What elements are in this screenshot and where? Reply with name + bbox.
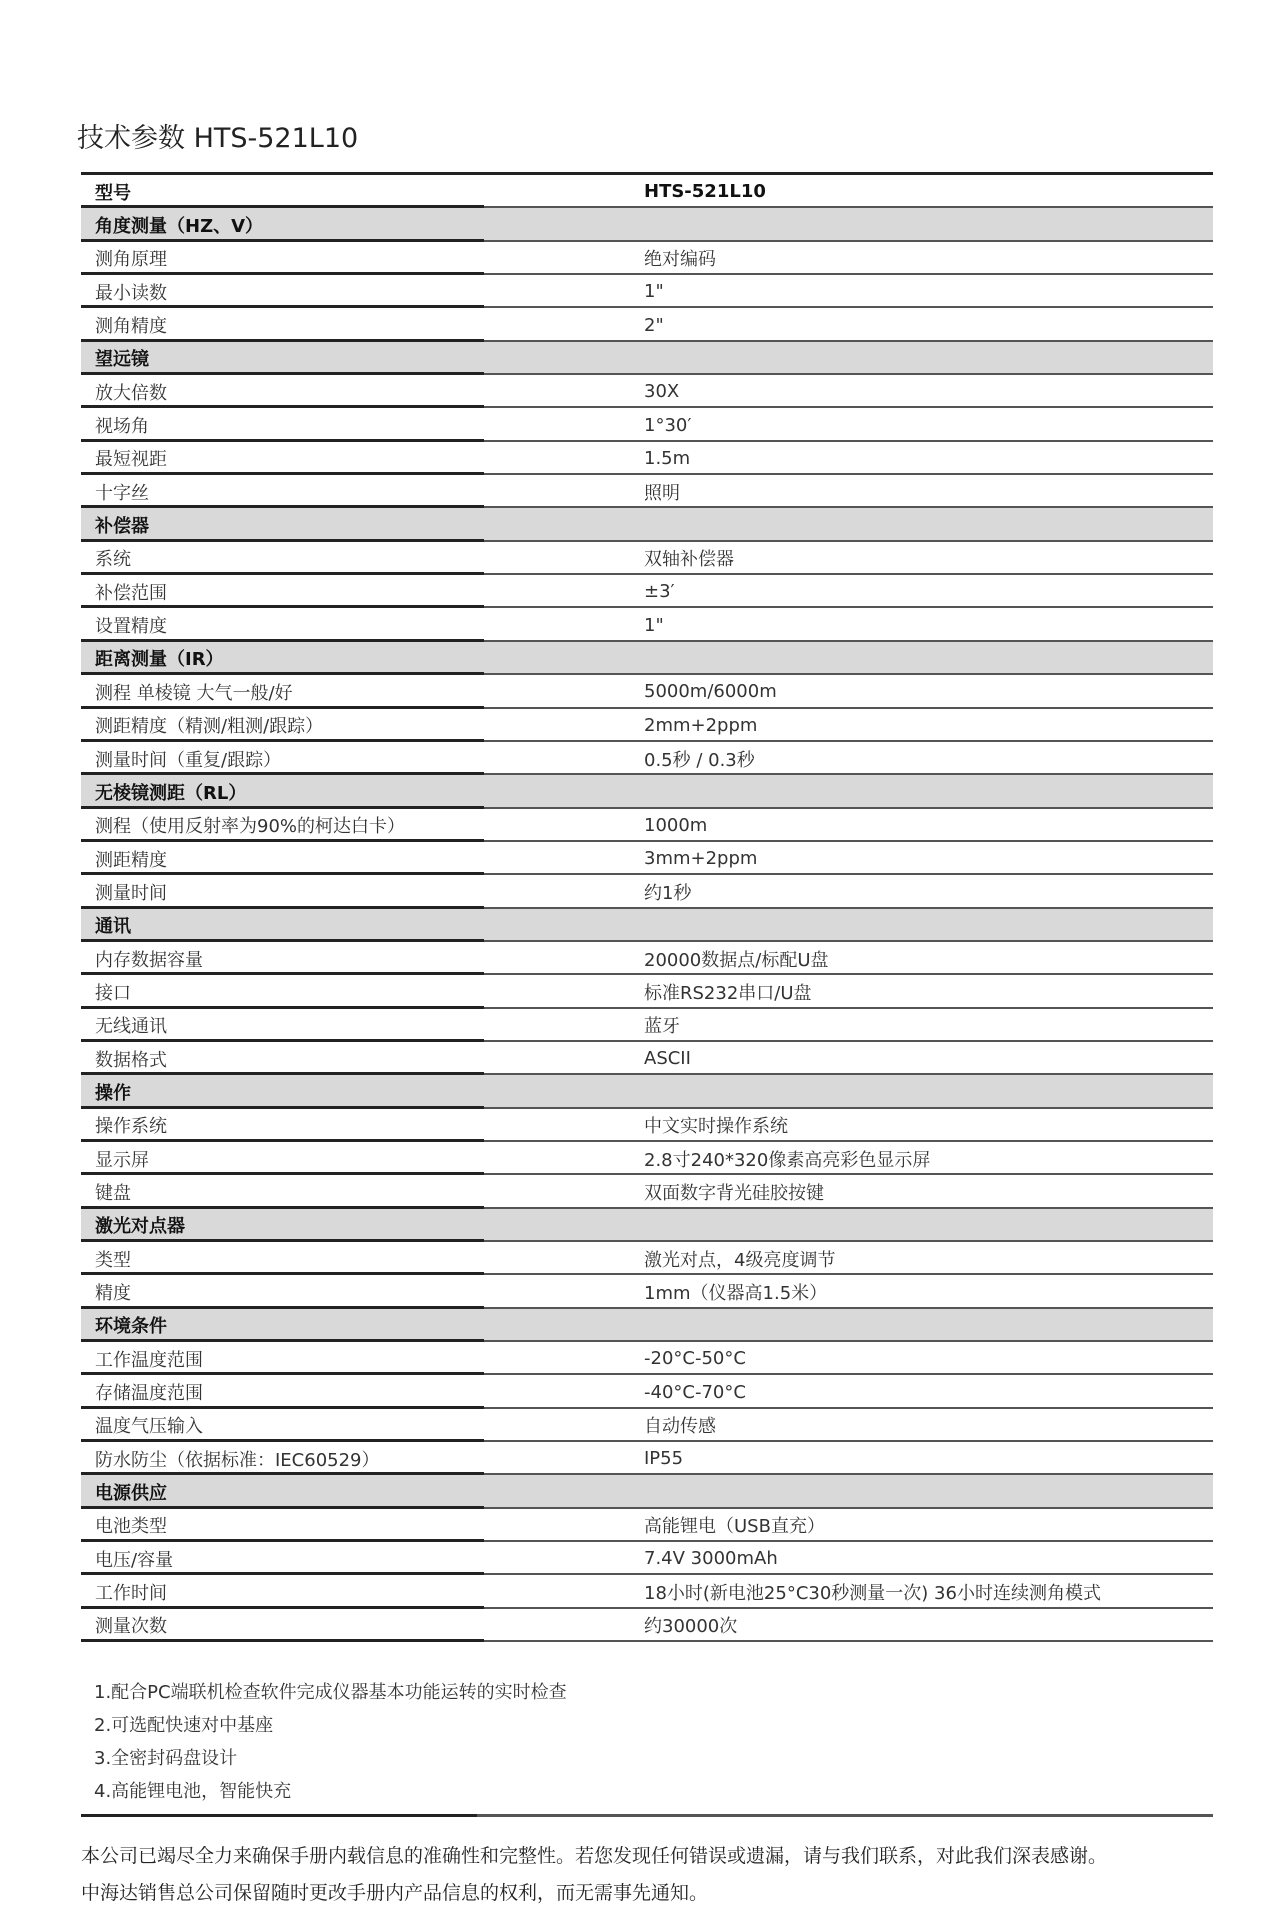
table-row bbox=[81, 675, 1213, 708]
spec-value: 2mm+2ppm bbox=[644, 714, 758, 736]
spec-label: 显示屏 bbox=[95, 1149, 149, 1171]
table-row bbox=[81, 1342, 1213, 1375]
section-row bbox=[81, 775, 1213, 808]
spec-value: 标准RS232串口/U盘 bbox=[644, 982, 812, 1004]
section-title: 望远镜 bbox=[95, 349, 149, 371]
spec-value: 30X bbox=[644, 381, 680, 403]
spec-value: 双面数字背光硅胶按键 bbox=[644, 1182, 824, 1204]
note-item: 2.可选配快速对中基座 bbox=[94, 1715, 274, 1736]
spec-label: 工作温度范围 bbox=[95, 1349, 203, 1371]
table-row bbox=[81, 1509, 1213, 1542]
spec-label: 十字丝 bbox=[95, 482, 149, 504]
section-title: 无棱镜测距（RL） bbox=[95, 782, 247, 804]
table-row bbox=[81, 1375, 1213, 1408]
spec-value: 18小时(新电池25°C30秒测量一次) 36小时连续测角模式 bbox=[644, 1583, 1101, 1605]
spec-value: 20000数据点/标配U盘 bbox=[644, 949, 829, 971]
spec-value: 1" bbox=[644, 281, 664, 303]
table-row bbox=[81, 842, 1213, 875]
table-row bbox=[81, 1542, 1213, 1575]
disclaimer bbox=[81, 1838, 1107, 1912]
section-row bbox=[81, 642, 1213, 675]
spec-value: -40°C-70°C bbox=[644, 1381, 746, 1403]
spec-value: 激光对点，4级亮度调节 bbox=[644, 1249, 836, 1271]
spec-value: 照明 bbox=[644, 482, 680, 504]
spec-value: 1" bbox=[644, 614, 664, 636]
spec-label: 无线通讯 bbox=[95, 1016, 167, 1038]
spec-value: 1.5m bbox=[644, 447, 691, 469]
table-row bbox=[81, 1442, 1213, 1475]
spec-label: 放大倍数 bbox=[95, 382, 167, 404]
spec-label: 精度 bbox=[95, 1283, 131, 1305]
table-row bbox=[81, 1009, 1213, 1042]
spec-value: IP55 bbox=[644, 1448, 684, 1470]
section-row bbox=[81, 1309, 1213, 1342]
section-title: 角度测量（HZ、V） bbox=[95, 216, 264, 238]
spec-label: 工作时间 bbox=[95, 1583, 167, 1605]
spec-label: 设置精度 bbox=[95, 616, 167, 638]
section-title: 环境条件 bbox=[95, 1316, 167, 1338]
table-header bbox=[81, 175, 1213, 208]
header-label: 型号 bbox=[95, 182, 131, 204]
spec-value: 7.4V 3000mAh bbox=[644, 1548, 778, 1570]
spec-label: 键盘 bbox=[95, 1182, 131, 1204]
table-row bbox=[81, 275, 1213, 308]
spec-value: 约1秒 bbox=[644, 882, 692, 904]
spec-label: 电池类型 bbox=[95, 1516, 167, 1538]
spec-label: 测角精度 bbox=[95, 316, 167, 338]
spec-label: 测量次数 bbox=[95, 1616, 167, 1638]
spec-label: 温度气压输入 bbox=[95, 1416, 203, 1438]
spec-label: 测量时间 bbox=[95, 882, 167, 904]
section-row bbox=[81, 909, 1213, 942]
section-title: 激光对点器 bbox=[95, 1216, 185, 1238]
table-row bbox=[81, 1175, 1213, 1208]
table-row bbox=[81, 308, 1213, 341]
spec-value: 1°30′ bbox=[644, 414, 692, 436]
note-item: 4.高能锂电池，智能快充 bbox=[94, 1781, 292, 1802]
spec-value: 中文实时操作系统 bbox=[644, 1116, 788, 1138]
spec-value: 双轴补偿器 bbox=[644, 549, 734, 571]
spec-value: -20°C-50°C bbox=[644, 1348, 746, 1370]
table-row bbox=[81, 242, 1213, 275]
section-row bbox=[81, 508, 1213, 541]
section-title: 补偿器 bbox=[95, 516, 149, 538]
note-item: 3.全密封码盘设计 bbox=[94, 1748, 238, 1769]
table-row bbox=[81, 975, 1213, 1008]
spec-label: 系统 bbox=[95, 549, 131, 571]
table-row bbox=[81, 809, 1213, 842]
table-row bbox=[81, 1609, 1213, 1642]
section-title: 电源供应 bbox=[95, 1483, 167, 1505]
spec-label: 测程 单棱镜 大气一般/好 bbox=[95, 682, 293, 704]
table-row bbox=[81, 1575, 1213, 1608]
spec-value: 1mm（仪器高1.5米） bbox=[644, 1283, 828, 1305]
spec-label: 电压/容量 bbox=[95, 1549, 174, 1571]
divider bbox=[81, 1814, 1213, 1817]
section-row bbox=[81, 1075, 1213, 1108]
table-row bbox=[81, 475, 1213, 508]
page-title: 技术参数 HTS-521L10 bbox=[77, 123, 359, 154]
table-row bbox=[81, 408, 1213, 441]
table-row bbox=[81, 1042, 1213, 1075]
table-row bbox=[81, 375, 1213, 408]
spec-value: 3mm+2ppm bbox=[644, 848, 758, 870]
feature-notes bbox=[94, 1676, 567, 1808]
table-row bbox=[81, 1109, 1213, 1142]
spec-label: 防水防尘（依据标准：IEC60529） bbox=[95, 1449, 380, 1471]
spec-value: 自动传感 bbox=[644, 1416, 716, 1438]
spec-label: 视场角 bbox=[95, 416, 149, 438]
spec-label: 补偿范围 bbox=[95, 582, 167, 604]
spec-value: 1000m bbox=[644, 814, 708, 836]
disclaimer-line: 中海达销售总公司保留随时更改手册内产品信息的权利，而无需事先通知。 bbox=[81, 1882, 709, 1904]
spec-value: ASCII bbox=[644, 1048, 691, 1070]
spec-label: 存储温度范围 bbox=[95, 1383, 203, 1405]
spec-value: 2" bbox=[644, 314, 664, 336]
table-row bbox=[81, 742, 1213, 775]
section-row bbox=[81, 1209, 1213, 1242]
spec-label: 测量时间（重复/跟踪） bbox=[95, 749, 282, 771]
spec-label: 操作系统 bbox=[95, 1116, 167, 1138]
spec-value: 5000m/6000m bbox=[644, 681, 777, 703]
section-title: 距离测量（IR） bbox=[95, 649, 224, 671]
disclaimer-line: 本公司已竭尽全力来确保手册内载信息的准确性和完整性。若您发现任何错误或遗漏，请与我们联系，对此我们深表感谢。 bbox=[81, 1845, 1108, 1867]
spec-value: 约30000次 bbox=[644, 1616, 738, 1638]
spec-value: 绝对编码 bbox=[644, 249, 716, 271]
spec-label: 测程（使用反射率为90%的柯达白卡） bbox=[95, 816, 406, 838]
table-row bbox=[81, 1275, 1213, 1308]
table-row bbox=[81, 1242, 1213, 1275]
section-title: 通讯 bbox=[95, 916, 131, 938]
note-item: 1.配合PC端联机检查软件完成仪器基本功能运转的实时检查 bbox=[94, 1682, 567, 1703]
table-row bbox=[81, 942, 1213, 975]
section-row bbox=[81, 208, 1213, 241]
spec-label: 最小读数 bbox=[95, 282, 167, 304]
spec-value: 0.5秒 / 0.3秒 bbox=[644, 749, 755, 771]
spec-label: 数据格式 bbox=[95, 1049, 167, 1071]
section-row bbox=[81, 1475, 1213, 1508]
spec-label: 类型 bbox=[95, 1249, 131, 1271]
spec-label: 测距精度 bbox=[95, 849, 167, 871]
table-row bbox=[81, 709, 1213, 742]
table-row bbox=[81, 1142, 1213, 1175]
table-row bbox=[81, 608, 1213, 641]
table-row bbox=[81, 542, 1213, 575]
spec-label: 最短视距 bbox=[95, 449, 167, 471]
section-title: 操作 bbox=[95, 1082, 131, 1104]
spec-label: 接口 bbox=[95, 982, 131, 1004]
spec-label: 内存数据容量 bbox=[95, 949, 203, 971]
table-row bbox=[81, 575, 1213, 608]
spec-table bbox=[81, 172, 1213, 1642]
table-row bbox=[81, 1409, 1213, 1442]
table-row bbox=[81, 442, 1213, 475]
spec-value: 高能锂电（USB直充） bbox=[644, 1516, 825, 1538]
section-row bbox=[81, 342, 1213, 375]
spec-value: ±3′ bbox=[644, 581, 675, 603]
spec-value: 蓝牙 bbox=[644, 1016, 680, 1038]
header-value: HTS-521L10 bbox=[644, 181, 766, 203]
table-row bbox=[81, 875, 1213, 908]
spec-value: 2.8寸240*320像素高亮彩色显示屏 bbox=[644, 1149, 931, 1171]
spec-label: 测角原理 bbox=[95, 249, 167, 271]
spec-label: 测距精度（精测/粗测/跟踪） bbox=[95, 716, 324, 738]
